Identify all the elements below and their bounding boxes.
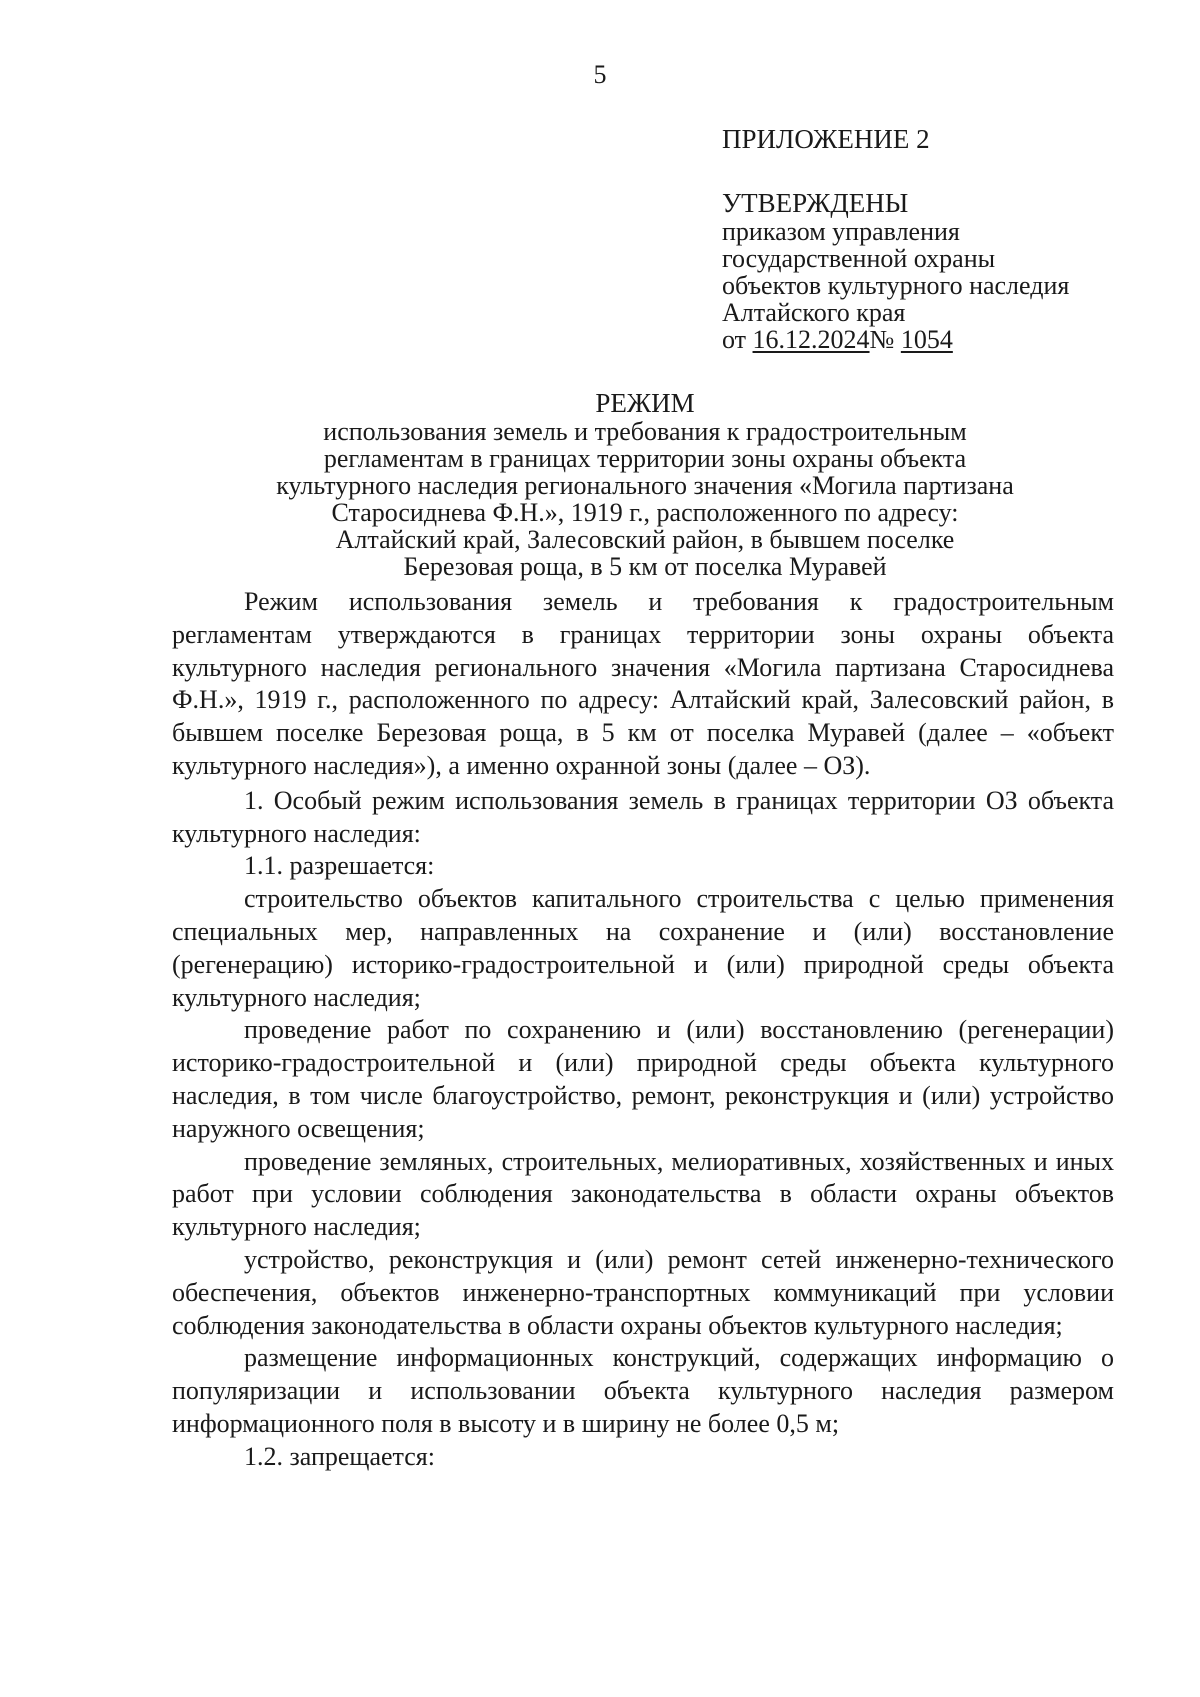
appendix-heading: ПРИЛОЖЕНИЕ 2 — [722, 124, 930, 154]
section-1-2-heading: 1.2. запрещается: — [244, 1441, 435, 1471]
page-number: 5 — [593, 60, 607, 89]
document-title: РЕЖИМ — [595, 388, 695, 418]
approval-line: государственной охраны — [722, 244, 996, 273]
allowed-item: устройство, реконструкция и (или) ремонт сетей инженерно-технического обеспечения, объектов инженерно-транспортных коммуникаций при условии соблюдения законодательства в области охраны объектов культурного наследия; — [172, 1244, 1114, 1340]
order-number: 1054 — [900, 325, 953, 354]
approval-line: объектов культурного наследия — [722, 271, 1070, 300]
date-prefix: от — [722, 325, 747, 354]
number-sign: № — [869, 325, 895, 354]
allowed-item: размещение информационных конструкций, содержащих информацию о популяризации и использовании объекта культурного наследия размером информационного поля в высоту и в ширину не более 0,5 м; — [172, 1343, 1114, 1438]
allowed-item: проведение работ по сохранению и (или) восстановлению (регенерации) историко-градостроительной и (или) природной среды объекта культурного наследия, в том числе благоустройство, ремонт, реконструкция и (или) устройство наружного освещения; — [172, 1015, 1114, 1143]
title-block — [170, 388, 1120, 580]
approval-block — [722, 124, 1162, 353]
approval-line: Алтайского края — [722, 298, 906, 327]
allowed-item: строительство объектов капитального строительства с целью применения специальных мер, направленных на сохранение и (или) восстановление (регенерацию) историко-градостроительной и (или) природной среды объекта культурного наследия; — [172, 884, 1114, 1012]
section-1-paragraph: 1. Особый режим использования земель в границах территории ОЗ объекта культурного наследия: — [172, 785, 1114, 848]
subtitle-line: Старосиднева Ф.Н.», 1919 г., расположенного по адресу: — [331, 498, 959, 527]
approved-heading: УТВЕРЖДЕНЫ — [722, 188, 909, 218]
order-date-line — [722, 326, 1162, 353]
allowed-item: проведение земляных, строительных, мелиоративных, хозяйственных и иных работ при условии соблюдения законодательства в области охраны объектов культурного наследия; — [172, 1146, 1114, 1242]
subtitle-line: регламентам в границах территории зоны охраны объекта — [323, 444, 967, 473]
subtitle-line: Алтайский край, Залесовский район, в бывшем поселке — [335, 525, 955, 554]
section-1-1-heading: 1.1. разрешается: — [244, 851, 435, 881]
subtitle-line: культурного наследия регионального значения «Могила партизана — [276, 471, 1014, 500]
intro-paragraph: Режим использования земель и требования к градостроительным регламентам утверждаются в границах территории зоны охраны объекта культурного наследия регионального значения «Могила партизана Старосиднева Ф.Н.», 1919 г., расположенного по адресу: Алтайский край, Залесовский район, в бывшем поселке Березовая роща, в 5 км от поселка Муравей (далее – «объект культурного наследия»), а именно охранной зоны (далее – ОЗ). — [172, 587, 1114, 780]
subtitle-line: использования земель и требования к градостроительным — [323, 417, 967, 446]
approval-line: приказом управления — [722, 217, 960, 246]
subtitle-line: Березовая роща, в 5 км от поселка Муравей — [403, 552, 887, 581]
order-date: 16.12.2024 — [752, 325, 870, 354]
document-body — [172, 586, 1114, 1474]
